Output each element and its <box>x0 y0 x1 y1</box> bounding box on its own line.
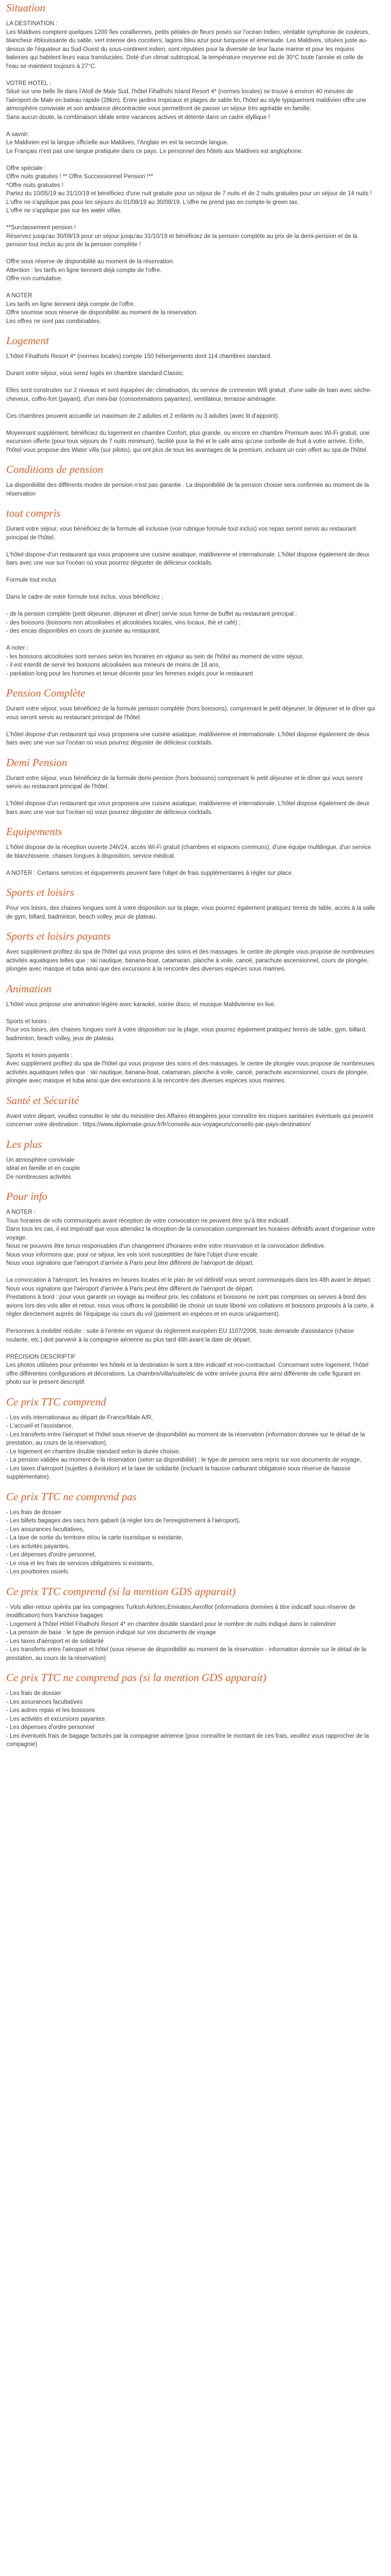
section-gds-non-compris <box>6 1671 377 1749</box>
section-paragraph: Durant votre séjour, vous serez logés en chambre standard Classic. <box>6 370 185 377</box>
section-ttc-compris <box>6 1395 377 1482</box>
section-heading-situation: Situation <box>6 2 45 14</box>
section-heading-gds-non-compris: Ce prix TTC ne comprend pas (si la mention GDS apparait) <box>6 1671 267 1684</box>
section-pension-complete <box>6 686 377 748</box>
section-demi-pension <box>6 756 377 817</box>
hotel-description-document <box>0 1 381 1759</box>
section-paragraph: Elles sont construites sur 2 niveaux et sont équipées de: climatisation, du service de connexion Wifi gratuit, d'une salle de bain avec sèche-cheveux, coffre-fort (payant), d'un mini-bar (consommations payantes), ventilateur, terrasse aménagée. <box>6 387 372 402</box>
section-paragraph: Pour vos loisirs, des chaises longues sont à votre disposition sur la plage, vous pourrez également pratiquez tennis de table, gym, billard, badminton, beach volley, jeux de plateau. <box>6 1027 368 1042</box>
section-paragraph: **Surclassement pension ! <box>6 225 76 231</box>
section-paragraph: Offre soumise sous réserve de disponibilité au moment de la réservation. <box>6 310 198 316</box>
section-heading-ttc-non-compris: Ce prix TTC ne comprend pas <box>6 1490 137 1503</box>
section-paragraph: Offre nuits gratuites ! ** Offre Successionnel Pension !** <box>6 174 153 180</box>
section-paragraph <box>6 361 377 370</box>
section-paragraph: Offre spéciale : <box>6 165 46 172</box>
section-paragraph: Les photos utilisées pour présenter les hôtels et la destination le sont à titre indicatif et non-contractuel. Concernant votre logement, l'hôtel offre différentes configurations et décorations. La chambre/villa/suite/etc de votre arrivée pourra être ainsi différente de celle figurant en photo sur le présent descriptif. <box>6 1362 370 1385</box>
section-paragraph: Les offres ne sont pas combinables. <box>6 318 101 325</box>
section-paragraph <box>6 403 377 412</box>
section-paragraph: Le Français n'est pas une langue pratiquée dans ce pays. Le personnel des hôtels aux Maldives est anglophone. <box>6 148 303 155</box>
section-heading-ttc-compris: Ce prix TTC comprend <box>6 1395 106 1408</box>
section-paragraph: Sports et loisirs : <box>6 1018 50 1025</box>
section-paragraph: Avant votre départ, veuillez consulter le site du ministère des Affaires étrangères pour connaître les risques sanitaires éventuels qui peuvent concerner votre destination : https://www.diplomatie.gouv.fr/fr/conseils-aux-voyageurs/conseils-par-pays-destination/ <box>6 1113 375 1128</box>
section-paragraph: A NOTER : Certains services et équipements peuvent faire l'objet de frais supplémentaires à régler sur place. <box>6 870 294 876</box>
section-logement <box>6 334 377 454</box>
section-paragraph: VOTRE HOTEL : <box>6 80 52 87</box>
section-conditions <box>6 463 377 498</box>
section-gds-compris <box>6 1585 377 1663</box>
section-animation <box>6 982 377 1086</box>
section-paragraph <box>6 1009 377 1018</box>
section-paragraph: L'hôtel dispose d'un restaurant qui vous proposera une cuisine asiatique, maldivienne et internationale. L'hôtel dispose également de deux bars avec une vue sur l'océan où vous pourrez déguster de délicieux cocktails. <box>6 801 371 816</box>
section-paragraph: - des encas disponibles en cours de journée au restaurant. <box>6 628 161 634</box>
section-heading-logement: Logement <box>6 334 49 347</box>
section-paragraph: - Les pourboires usuels. <box>6 1569 70 1575</box>
section-paragraph: - Les assurances facultatives, <box>6 1526 85 1533</box>
section-paragraph: - Les dépenses d'ordre personnel <box>6 1724 94 1731</box>
section-paragraph <box>6 283 377 292</box>
section-paragraph: A NOTER : <box>6 1209 36 1215</box>
section-paragraph: Durant votre séjour, vous bénéficiez de la formule pension complète (hors boissons), comprenant le petit déjeuner, le déjeuner et le dîner qui vous seront servis au restaurant principal de l'hôtel. <box>6 706 377 721</box>
section-paragraph: - des boissons (boissons non alcoolisées et alcoolisées locales, vins locaux, thé et café) ; <box>6 619 241 626</box>
section-paragraph: - Le visa et les frais de services obligatoires si existants, <box>6 1560 154 1567</box>
section-paragraph <box>6 1043 377 1052</box>
section-paragraph: Durant votre séjour, vous bénéficiez de la formule demi-pension (hors boissons) comprenant le petit déjeuner et le dîner qui vous seront servis au restaurant principal de l'hôtel. <box>6 775 365 790</box>
section-paragraph: Offre sous réserve de disponibilité au moment de la réservation. <box>6 259 174 265</box>
section-paragraph: Nous vous signalons que l'aéroport d'arrivée à Paris peut être différent de l'aéroport de départ. <box>6 1285 254 1292</box>
section-paragraph <box>6 791 377 800</box>
section-paragraph: A noter : <box>6 645 28 651</box>
section-paragraph: L'hôtel vous propose une animation légère avec karaoké, soirée disco, et musique Maldivienne en live. <box>6 1001 276 1008</box>
section-paragraph <box>6 722 377 731</box>
section-paragraph: LA DESTINATION : <box>6 21 58 27</box>
section-paragraph: - Les transferts entre l'aéroport et l'hôtel sous réserve de disponibilité au moment de la réservation (information donnée sur le détail de la prestation, au cours de la réservation), <box>6 1431 367 1446</box>
section-paragraph: Idéal en famille et en couple <box>6 1165 80 1172</box>
section-paragraph: - Les activités payantes, <box>6 1543 70 1550</box>
section-paragraph: - Vols aller-retour opérés par les compagnies Turkish Airlines,Emirates,Aeroflot (informations données à titre indicatif sous réserve de modification) hors franchise bagages <box>6 1604 357 1619</box>
section-paragraph: - Logement à l'hôtel Hôtel Fihalhohi Resort 4* en chambre double standard pour le nombre de nuits indiqué dans le calendrier <box>6 1621 336 1628</box>
section-paragraph: Offre non cumulative. <box>6 276 63 282</box>
section-paragraph <box>6 568 377 577</box>
section-paragraph: Avec supplément profitez du spa de l'hôtel qui vous propose des soins et des massages. le centre de plongée vous propose de nombreuses activités aquatiques telles que : ski nautique, banana-boat, catamaran, planche à voile, canoë, parachute ascensionnel, cours de plongée, plongée avec masque et tuba ainsi que des excursions à la rencontre des diverses espèces sous marines. <box>6 1061 376 1084</box>
section-paragraph: - Le logement en chambre double standard selon la durée choisie, <box>6 1448 181 1455</box>
section-paragraph: PRÉCISION DESCRIPTIF <box>6 1353 76 1360</box>
section-paragraph: Les Maldives comptent quelques 1200 îles coralliennes, petits pétales de fleurs posés sur l'océan Indien, véritable symphonie de couleurs, blancheur éblouissante du sable, vert intense des cocotiers, lagons bleu azur pour turquoise et émeraude. Les Maldives, situées juste au-dessus de l'équateur au Sud-Ouest du sous-continent indien, sont réputées pour la diversité de leur faune marine et pour les requins baleines qui habitent leurs eaux translucides. Doté d'un climat subtropical, la température moyenne est de 30°C toute l'année et celle de l'eau se maintient toujours à 27°C. <box>6 29 371 70</box>
section-paragraph: Partez du 10/05/19 au 31/10/19 et bénéficiez d'une nuit gratuite pour un séjour de 7 nuits et de 2 nuits gratuites pour un séjour de 14 nuits ! <box>6 191 372 197</box>
section-paragraph: - Les vols internationaux au départ de France/Male A/R, <box>6 1414 153 1421</box>
section-heading-pour-info: Pour info <box>6 1190 47 1202</box>
section-paragraph: Nous ne pouvons être tenus responsables d'un changement d'horaires entre votre réservation et la convocation définitive. <box>6 1243 326 1249</box>
section-sports <box>6 886 377 921</box>
section-paragraph: Sports et loisirs payants : <box>6 1052 73 1059</box>
section-paragraph: - Les éventuels frais de bagage facturés par la compagnie aérienne (pour connaître le montant de ces frais, veuillez vous rapprocher de la compagnie) <box>6 1733 371 1748</box>
section-heading-demi-pension: Demi Pension <box>6 756 68 769</box>
section-pour-info <box>6 1190 377 1387</box>
section-paragraph: A savoir: <box>6 131 29 138</box>
section-heading-pension-complete: Pension Complète <box>6 687 86 699</box>
section-situation <box>6 1 377 326</box>
section-paragraph <box>6 1268 377 1277</box>
section-paragraph: - Les frais de dossier <box>6 1509 61 1516</box>
section-paragraph: - de la pension complète (petit déjeuner, déjeuner et dîner) servie sous forme de buffet au restaurant principal ; <box>6 611 297 617</box>
section-paragraph: La disponibilité des différents modes de pension n'est pas garantie . La disponibilité de la pension choisie sera confirmée au moment de la réservation <box>6 482 371 497</box>
section-paragraph: Pour vos loisirs, des chaises longues sont à votre disposition sur la plage, vous pourrez également pratiquez tennis de table, accès à la salle de gym, billard, badminton, beach volley, jeux de plateau. <box>6 905 377 920</box>
section-paragraph: *Offre nuits gratuites ! <box>6 182 64 189</box>
section-paragraph: - Les assurances facultatives <box>6 1699 83 1705</box>
section-heading-conditions: Conditions de pension <box>6 463 103 476</box>
section-heading-sports-payants: Sports et loisirs payants <box>6 930 111 942</box>
section-paragraph: - La pension validée au moment de la réservation (selon sa disponibilité) : le type de pension sera repris sur vos documents de voyage, <box>6 1457 362 1463</box>
section-ttc-non-compris <box>6 1490 377 1577</box>
section-tout-compris <box>6 506 377 678</box>
section-paragraph: Dans tous les cas, il est impératif que vous attendiez la réception de la convocation comprenant les horaires définitifs avant d'organiser votre voyage. <box>6 1226 377 1241</box>
section-paragraph: Le Maldivien est la langue officielle aux Maldives, l'Anglais en est la seconde langue. <box>6 140 229 146</box>
section-heading-sante: Santé et Sécurité <box>6 1094 79 1107</box>
section-paragraph: Réservez jusqu'au 30/09/19 pour un séjour jusqu'au 31/10/19 et bénéficiez de la pension complète au prix de la demi-pension et de la pension tout inclus au prix de la pension complète ! <box>6 233 359 248</box>
section-paragraph: - La pension de base : le type de pension indiqué sur vos documents de voyage <box>6 1630 216 1636</box>
section-paragraph <box>6 420 377 429</box>
section-paragraph <box>6 156 377 164</box>
section-heading-equipements: Equipements <box>6 825 62 838</box>
section-paragraph <box>6 1319 377 1328</box>
section-paragraph: L'offre ne s'applique pas pour les séjours du 01/08/19 au 30/08/19. L'offre ne prend pas en compte le green tax. <box>6 199 299 206</box>
section-heading-sports: Sports et loisirs <box>6 886 74 899</box>
section-paragraph: Un atmosphère conviviale <box>6 1157 75 1163</box>
section-paragraph: Dans le cadre de votre formule tout inclus, vous bénéficiez : <box>6 594 164 600</box>
section-paragraph: - paréation long pour les hommes et tenue décente pour les femmes exigés pour le restaurant <box>6 670 253 677</box>
section-paragraph: L'hôtel dispose d'un restaurant qui vous proposera une cuisine asiatique, maldivienne et internationale. L'hôtel dispose également de deux bars avec une vue sur l'océan où vous pourrez déguster de délicieux cocktails. <box>6 731 371 746</box>
section-paragraph: Durant votre séjour, vous bénéficiez de la formule all inclusive (voir rubrique formule tout inclus) vos repas seront servis au restaurant principal de l'hôtel. <box>6 526 358 541</box>
section-paragraph: Tous horaires de vols communiqués avant réception de votre convocation ne peuvent être qu'à titre indicatif. <box>6 1217 290 1224</box>
section-paragraph <box>6 602 377 611</box>
section-heading-animation: Animation <box>6 982 52 995</box>
section-paragraph: Sans aucun doute, la combinaison idéale entre vacances actives et détente dans un cadre idyllique ! <box>6 114 270 121</box>
section-paragraph: Personnes à mobilité réduite : suite à l'entrée en vigueur du règlement européen EU 1107/2006, toute demande d'assistance (chaise roulante, etc.) doit parvenir à la compagnie aérienne au plus tard 48h avant la date de départ. <box>6 1328 356 1343</box>
section-paragraph: L'hôtel Fihalhohi Resort 4* (normes locales) compte 150 hébergements dont 114 chambres standard. <box>6 353 272 360</box>
section-paragraph: - La taxe de sortie du territoire et/ou la carte touristique si existante, <box>6 1535 184 1541</box>
section-equipements <box>6 825 377 877</box>
section-paragraph: - il est interdit de servir les boissons alcoolisées aux mineurs de moins de 18 ans, <box>6 662 220 668</box>
section-paragraph: - Les transferts entre l'aéroport et hôtel (sous réserve de disponibilité au moment de la réservation - information donnée sur le détail de la prestation, au cours de la réservation) <box>6 1647 368 1662</box>
section-paragraph: L'offre ne s'applique pas sur les water villas. <box>6 208 122 214</box>
section-paragraph: - Les activités et excursions payantes <box>6 1716 105 1722</box>
section-paragraph <box>6 860 377 869</box>
section-paragraph <box>6 122 377 130</box>
section-paragraph <box>6 542 377 551</box>
section-paragraph: - Les taxes d'aéroport (sujettes à évolution) et la taxe de solidarité (incluant la hausse carburant obligatoire sous réserve de hausse supplémentaire). <box>6 1465 352 1480</box>
section-paragraph: Nous vous informons que, pour ce séjour, les vols sont susceptibles de faire l'objet d'une escale. <box>6 1251 259 1258</box>
section-paragraph <box>6 378 377 387</box>
section-paragraph: Moyennant supplément, bénéficiez du logement en chambre Confort, plus grande, ou encore en chambre Premium avec Wi-Fi gratuit, une excursion offerte (pour tous séjours de 7 nuits minimum), facilité pour la thé et le café ainsi qu'une corbeille de fruit à votre arrivée. Enfin, l'hôtel vous propose des Water villa (sur pilotis), qui ont plus de tous les avantages de la premium, incluant un coin offert au spa de l'hôtel. <box>6 430 371 453</box>
section-paragraph: Ces chambres peuvent accueillir un maximum de 2 adultes et 2 enfants ou 3 adultes (avec lit d'appoint). <box>6 413 280 419</box>
section-paragraph: Attention : les tarifs en ligne tiennent déjà compte de l'offre. <box>6 267 162 274</box>
section-paragraph: - les boissons alcoolisées sont servies selon les horaires en vigueur au sein de l'hôtel au moment de votre séjour, <box>6 653 304 660</box>
section-paragraph: Formule tout inclus <box>6 577 57 583</box>
section-paragraph: - Les dépenses d'ordre personnel, <box>6 1552 96 1558</box>
section-plus <box>6 1138 377 1182</box>
section-paragraph <box>6 249 377 258</box>
section-paragraph <box>6 215 377 224</box>
section-paragraph: - L'accueil et l'assistance, <box>6 1423 73 1429</box>
section-paragraph: L'hôtel dispose de la réception ouverte 24h/24, accès Wi-Fi gratuit (chambres et espaces communs), d'une équipe multilingue, d'un service de blanchisserie, chaises longues à disposition, service médical. <box>6 844 373 859</box>
section-paragraph: Les tarifs en ligne tiennent déjà compte de l'offre. <box>6 301 136 308</box>
section-paragraph: Situé sur une belle île dans l'Atoll de Male Sud, l'hôtel Fihalhohi Island Resort 4* (normes locales) se trouve à environ 40 minutes de l'aéroport de Male en bateau rapide (28km). Entre jardins tropicaux et plages de sable fin, l'hôtel au style typiquement maldivien offre une atmosphère conviviale et son ambiance décontractée vous permettront de passer un séjour très agréable en famille. <box>6 89 368 112</box>
section-paragraph: Nous vous signalons que l'aéroport d'arrivée à Paris peut être différent de l'aéroport de départ. <box>6 1260 254 1266</box>
section-paragraph: - Les frais de dossier <box>6 1690 61 1697</box>
section-paragraph: A NOTER <box>6 293 32 299</box>
section-sante <box>6 1094 377 1129</box>
section-paragraph <box>6 71 377 79</box>
section-heading-plus: Les plus <box>6 1138 42 1150</box>
section-paragraph: De nombreuses activités <box>6 1174 71 1180</box>
section-heading-gds-compris: Ce prix TTC comprend (si la mention GDS apparait) <box>6 1585 236 1598</box>
section-sports-payants <box>6 929 377 974</box>
section-paragraph <box>6 585 377 594</box>
section-paragraph <box>6 1344 377 1353</box>
section-paragraph: L'hôtel dispose d'un restaurant qui vous proposera une cuisine asiatique, maldivienne et internationale. L'hôtel dispose également de deux bars avec une vue sur l'océan où vous pourrez déguster de délicieux cocktails. <box>6 551 371 566</box>
section-paragraph: - Les billets bagages des sacs hors gabarit (à régler lors de l'enregistrement à l'aéroport), <box>6 1518 240 1524</box>
section-heading-tout-compris: tout compris <box>6 507 61 519</box>
section-paragraph: - Les autres repas et les boissons <box>6 1707 95 1714</box>
section-paragraph: - Les taxes d'aéroport et de solidarité <box>6 1638 104 1645</box>
section-paragraph: Prestations à bord : pour vous garantir un voyage au meilleur prix, les collations et boissons ne sont pas comprises ou servies à bord des avions lors des vols aller et retour, nous vous offrons la possibilité de choisir un toute liberté vos collations et boissons proposés à la carte, à régler directement auprès de l'équipage ou cours du vol (paiement en espèces et en euros uniquement). <box>6 1294 376 1317</box>
section-paragraph <box>6 636 377 645</box>
section-paragraph: Avec supplément profitez du spa de l'hôtel qui vous propose des soins et des massages. le centre de plongée vous propose de nombreuses activités aquatiques telles que : ski nautique, banana-boat, catamaran, planche à voile, canoë, parachute ascensionnel, cours de plongée, plongée avec masque et tuba ainsi que des excursions à la rencontre des diverses espèces sous marines. <box>6 949 376 972</box>
section-paragraph: La convocation à l'aéroport, les horaires en heures locales et le plan de vol définitif vous seront communiqués dans les 48h avant le départ. <box>6 1277 372 1283</box>
